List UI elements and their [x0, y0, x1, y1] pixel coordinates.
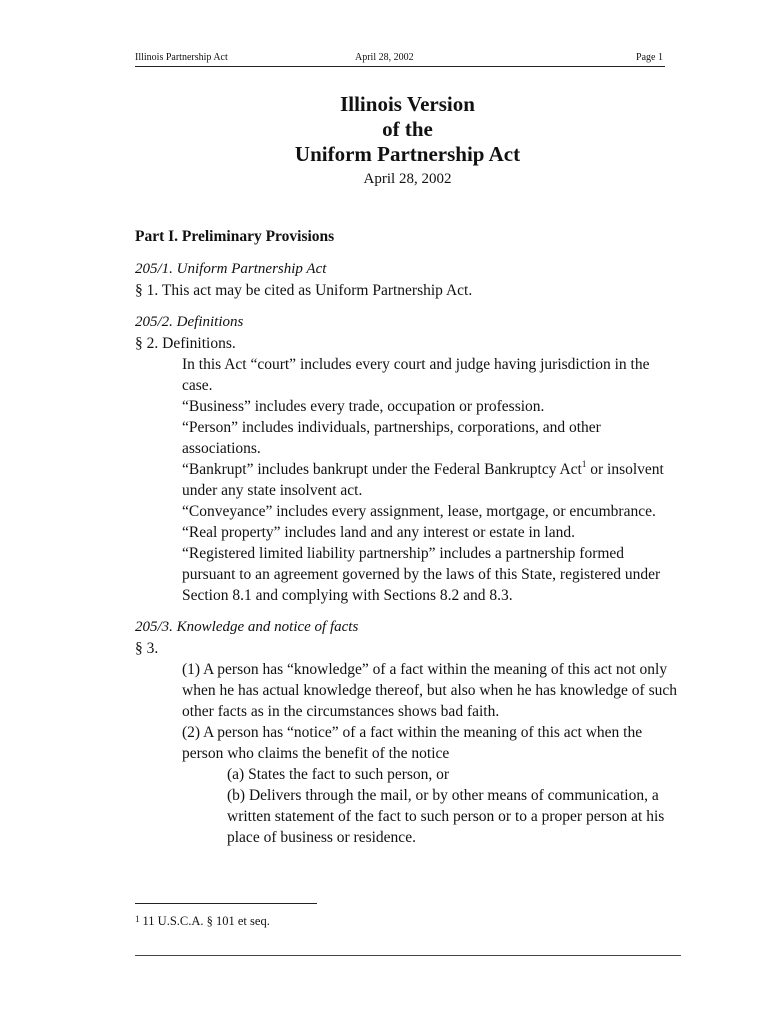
header-date: April 28, 2002: [355, 52, 414, 63]
definition-person: “Person” includes individuals, partnerships, corporations, and other associations.: [182, 419, 601, 457]
header-title: Illinois Partnership Act: [135, 52, 228, 63]
title-line-1: Illinois Version: [340, 92, 475, 116]
section-3-label: § 3.: [135, 640, 159, 657]
definition-rllp: “Registered limited liability partnership” includes a partnership formed pursuant to an agreement governed by the laws of this State, registered under Section 8.1 and complying with Sections 8.2 and 8.3.: [182, 545, 661, 604]
definition-bankrupt: [135, 459, 680, 501]
title-line-3: Uniform Partnership Act: [294, 142, 521, 166]
definition-business: “Business” includes every trade, occupation or profession.: [182, 398, 545, 415]
header-page-number: Page 1: [636, 52, 663, 63]
definition-conveyance: “Conveyance” includes every assignment, lease, mortgage, or encumbrance.: [182, 503, 656, 520]
footnote-reference[interactable]: 1: [581, 458, 587, 469]
footnote-separator: [135, 903, 317, 904]
footnote: [135, 914, 270, 929]
title-line-2: of the: [382, 117, 433, 141]
section-3: [135, 617, 680, 848]
section-2-heading: 205/2. Definitions: [135, 314, 244, 330]
definition-bankrupt-text-b: or insolvent under any state insolvent act.: [182, 461, 664, 499]
section-1: [135, 259, 680, 301]
section-3-heading: 205/3. Knowledge and notice of facts: [135, 619, 359, 635]
footnote-mark: 1: [135, 914, 140, 924]
page-bottom-rule: [135, 955, 681, 956]
section-3-item-a: (a) States the fact to such person, or: [227, 766, 450, 783]
part-heading: Part I. Preliminary Provisions: [135, 228, 335, 245]
running-header: [135, 50, 665, 67]
title-date: April 28, 2002: [363, 171, 452, 187]
section-3-paragraph-2: (2) A person has “notice” of a fact within the meaning of this act when the person who claims the benefit of the notice: [182, 724, 643, 762]
document-title: [135, 92, 680, 189]
section-3-paragraph-1: (1) A person has “knowledge” of a fact within the meaning of this act not only when he has actual knowledge thereof, but also when he has knowledge of such other facts as in the circumstances shows bad faith.: [182, 661, 677, 720]
footnote-text: 11 U.S.C.A. § 101 et seq.: [142, 914, 270, 928]
definition-bankrupt-text-a: “Bankrupt” includes bankrupt under the Federal Bankruptcy Act: [182, 461, 582, 478]
section-3-item-b: (b) Delivers through the mail, or by other means of communication, a written statement of the fact to such person or to a proper person at his place of business or residence.: [227, 787, 665, 846]
section-2: [135, 312, 680, 606]
section-2-label: § 2. Definitions.: [135, 335, 236, 352]
definition-real-property: “Real property” includes land and any interest or estate in land.: [182, 524, 575, 541]
section-1-text: § 1. This act may be cited as Uniform Partnership Act.: [135, 282, 473, 299]
section-1-heading: 205/1. Uniform Partnership Act: [135, 261, 327, 277]
document-body: [135, 226, 680, 859]
definition-court: In this Act “court” includes every court and judge having jurisdiction in the case.: [182, 356, 650, 394]
